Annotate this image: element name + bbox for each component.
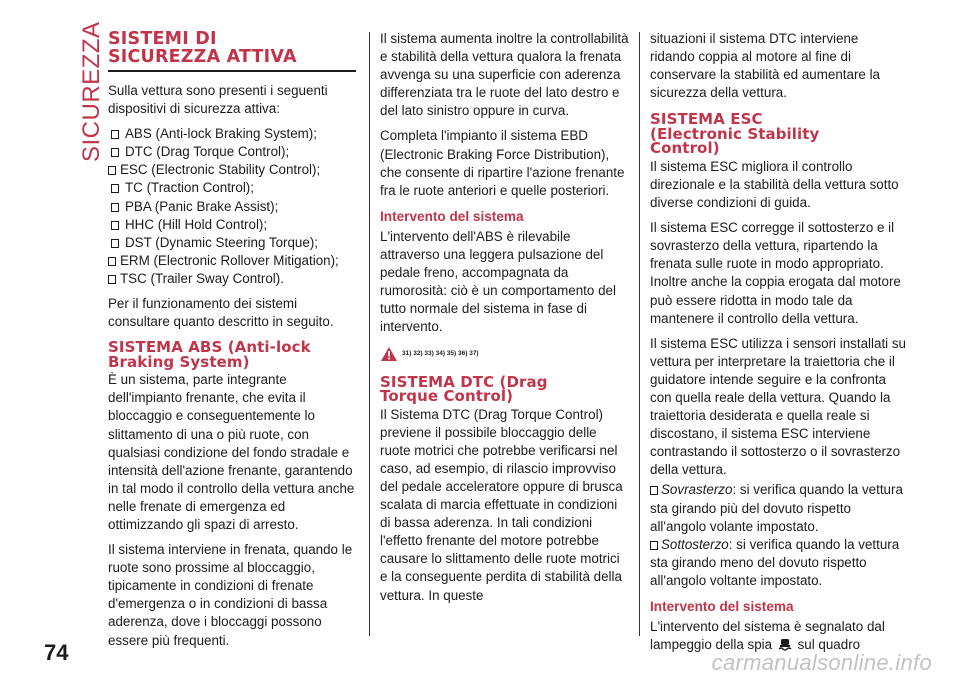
column-right xyxy=(650,30,906,661)
square-bullet-icon xyxy=(111,184,119,193)
list-item: Sottosterzo: si verifica quando la vettura sta girando meno del dovuto rispetto all'angolo voltante impostato. xyxy=(650,536,900,588)
esc-paragraph: Il sistema ESC corregge il sottosterzo e il sovrasterzo della vettura, ripartendo la frenata sulle ruote in modo appropriato. Inoltre anche la coppia erogata dal motore può essere ridotta in modo tale da mantenere il controllo della vettura. xyxy=(650,220,901,326)
abs-paragraph: Il sistema interviene in frenata, quando le ruote sono prossime al bloccaggio, tipicamente in condizioni di frenate d'emergenza o in condizioni di bassa aderenza, dove i bloccaggi possono essere più frequenti. xyxy=(108,542,353,648)
warning-refs: 31) 32) 33) 34) 35) 36) 37) xyxy=(402,349,479,357)
square-bullet-icon xyxy=(111,203,119,212)
column-middle xyxy=(380,30,630,612)
column-divider xyxy=(369,32,370,636)
square-bullet-icon xyxy=(650,486,658,495)
list-item: PBA (Panic Brake Assist); xyxy=(108,198,356,216)
page-number: 74 xyxy=(44,640,69,665)
esc-paragraph: Il sistema ESC utilizza i sensori installati su vettura per interpretare la traiettoria che il guidatore intende seguire e la confronta con quella reale della vettura. Quando la traiettoria desiderata e quella reale si discostano, il sistema ESC interviene contrastando il sottosterzo o il sovrasterzo della vettura. xyxy=(650,335,906,478)
list-item: TSC (Trailer Sway Control). xyxy=(108,270,356,288)
esc-paragraph: Il sistema ESC migliora il controllo direzionale e la stabilità della vettura sotto diverse condizioni di guida. xyxy=(650,158,899,211)
warning-reference xyxy=(380,345,630,363)
warning-triangle-icon xyxy=(380,346,398,362)
ebd-paragraph: Completa l'impianto il sistema EBD (Electronic Braking Force Distribution), che consente di ripartire l'azione frenante fra le ruote anteriori e quelle posteriori. xyxy=(380,128,625,198)
column-divider xyxy=(639,32,640,636)
square-bullet-icon xyxy=(111,148,119,157)
dtc-heading: SISTEMA DTC (Drag Torque Control) xyxy=(380,372,548,406)
square-bullet-icon xyxy=(108,166,116,175)
column-left xyxy=(108,30,356,657)
esc-heading: SISTEMA ESC (Electronic Stability Control) xyxy=(650,110,820,158)
dtc-paragraph: Il Sistema DTC (Drag Torque Control) previene il possibile bloccaggio delle ruote motrici che potrebbe verificarsi nel caso, ad esempio, di rilascio improvviso del pedale acceleratore oppure di brusca scalata di marcia effettuate in condizioni di bassa aderenza. In tali condizioni l'effetto frenante del motore potrebbe causare lo slittamento delle ruote motrici e la conseguente perdita di stabilità della vettura. In queste xyxy=(380,406,623,603)
square-bullet-icon xyxy=(108,275,116,284)
square-bullet-icon xyxy=(111,130,119,139)
list-item: HHC (Hill Hold Control); xyxy=(108,216,356,234)
abs-heading: SISTEMA ABS (Anti-lock Braking System) xyxy=(108,338,311,371)
list-item: DST (Dynamic Steering Torque); xyxy=(108,234,356,252)
body-paragraph: situazioni il sistema DTC interviene ridando coppia al motore al fine di conservare la stabilità ed aumentare la sicurezza della vettura. xyxy=(650,31,881,101)
list-item: DTC (Drag Torque Control); xyxy=(108,143,356,161)
abs-intervention-paragraph: L'intervento dell'ABS è rilevabile attraverso una leggera pulsazione del pedale freno, accompagnata da rumorosità: ciò è un comportamento del tutto normale del sistema in fase di intervento. xyxy=(380,228,616,335)
outro-paragraph: Per il funzionamento dei sistemi consultare quanto descritto in seguito. xyxy=(108,296,334,330)
section-side-label: SICUREZZA xyxy=(78,21,105,162)
body-paragraph: Il sistema aumenta inoltre la controllabilità e stabilità della vettura qualora la frenata avvenga su una superficie con aderenza differenziata tra le ruote del lato destro e del lato sinistro oppure in curva. xyxy=(380,31,629,119)
list-item: ABS (Anti-lock Braking System); xyxy=(108,125,356,143)
list-item: ESC (Electronic Stability Control); xyxy=(108,161,356,179)
list-item: TC (Traction Control); xyxy=(108,179,356,197)
intervention-heading: Intervento del sistema xyxy=(650,599,794,615)
intervention-heading: Intervento del sistema xyxy=(380,208,524,224)
square-bullet-icon xyxy=(111,239,119,248)
square-bullet-icon xyxy=(111,221,119,230)
list-item: ERM (Electronic Rollover Mitigation); xyxy=(108,252,356,270)
active-safety-list xyxy=(108,125,356,288)
abs-paragraph: È un sistema, parte integrante dell'impianto frenante, che evita il bloccaggio e conseguentemente lo slittamento di una o più ruote, con qualsiasi condizione del fondo stradale e intensità dell'azione frenante, garantendo in tal modo il controllo della vettura anche nelle frenate di emergenza ed ottimizzando gli spazi di arresto. xyxy=(108,372,355,532)
list-item: Sovrasterzo: si verifica quando la vettura sta girando più del dovuto rispetto all'angolo volante impostato. xyxy=(650,482,903,534)
esc-intervention-paragraph: L'intervento del sistema è segnalato dal lampeggio della spia sul quadro xyxy=(650,619,885,653)
square-bullet-icon xyxy=(108,257,116,266)
watermark: carmanualsonline.info xyxy=(711,650,932,675)
square-bullet-icon xyxy=(650,541,658,550)
intro-paragraph: Sulla vettura sono presenti i seguenti dispositivi di sicurezza attiva: xyxy=(108,83,328,117)
page-title: SISTEMI DI SICUREZZA ATTIVA xyxy=(108,30,356,72)
